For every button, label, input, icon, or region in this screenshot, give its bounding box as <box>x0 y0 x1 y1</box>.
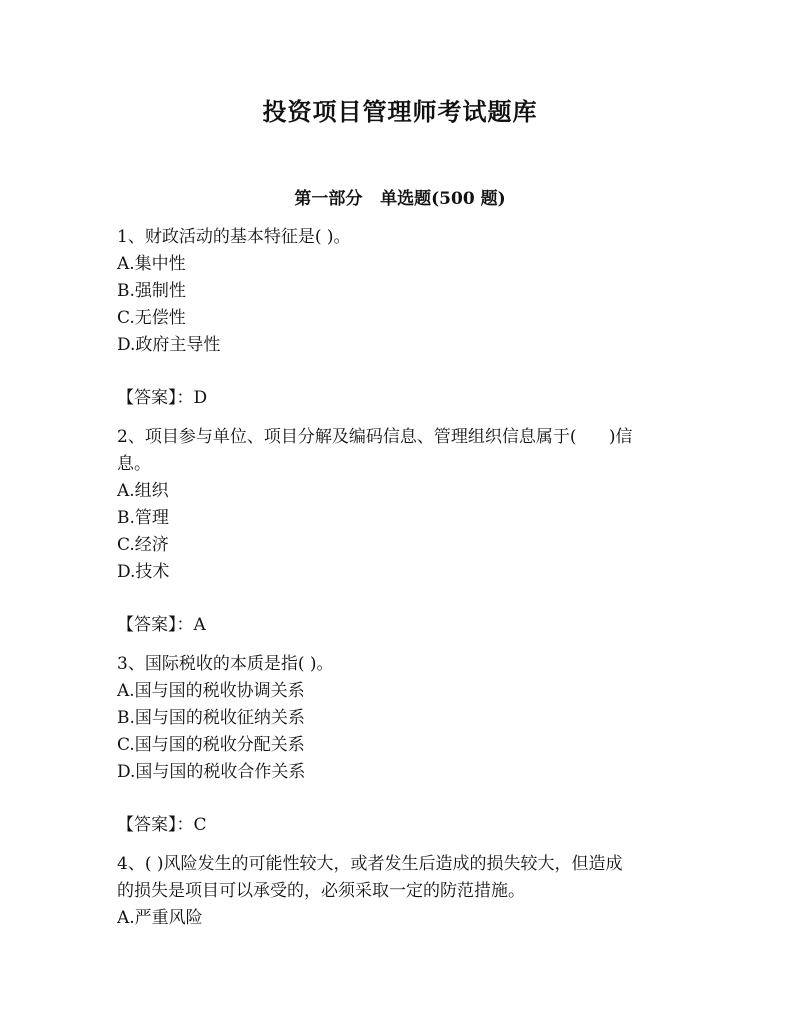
question-stem: 3、国际税收的本质是指( )。 <box>117 654 334 674</box>
question-item <box>117 851 677 932</box>
question-stem-continuation: 息。 <box>117 454 151 474</box>
question-item <box>117 651 677 839</box>
question-stem: 4、( )风险发生的可能性较大，或者发生后造成的损失较大，但造成 <box>117 854 623 874</box>
question-spacer <box>117 639 677 651</box>
answer-option: D.政府主导性 <box>117 335 221 355</box>
section-heading: 第一部分 单选题(500 题) <box>294 189 506 209</box>
answer-option: A.严重风险 <box>117 908 203 928</box>
answer-option: B.国与国的税收征纳关系 <box>117 708 305 728</box>
answer-key: 【答案】：D <box>117 388 208 408</box>
document-title: 投资项目管理师考试题库 <box>262 97 538 126</box>
answer-key: 【答案】：C <box>117 815 207 835</box>
answer-option: C.经济 <box>117 535 169 555</box>
answer-option: B.强制性 <box>117 281 186 301</box>
question-list <box>117 224 677 932</box>
question-item <box>117 224 677 412</box>
answer-option: D.国与国的税收合作关系 <box>117 762 306 782</box>
question-spacer <box>117 839 677 851</box>
question-stem: 2、项目参与单位、项目分解及编码信息、管理组织信息属于( )信 <box>117 427 633 447</box>
question-spacer <box>117 412 677 424</box>
answer-option: A.组织 <box>117 481 169 501</box>
answer-option: A.集中性 <box>117 254 186 274</box>
question-stem-continuation: 的损失是项目可以承受的，必须采取一定的防范措施。 <box>117 881 525 901</box>
question-stem: 1、财政活动的基本特征是( )。 <box>117 227 351 247</box>
answer-option: C.国与国的税收分配关系 <box>117 735 305 755</box>
answer-option: C.无偿性 <box>117 308 186 328</box>
answer-option: D.技术 <box>117 562 170 582</box>
question-item <box>117 424 677 639</box>
answer-key: 【答案】：A <box>117 615 206 635</box>
answer-option: B.管理 <box>117 508 169 528</box>
answer-option: A.国与国的税收协调关系 <box>117 681 305 701</box>
